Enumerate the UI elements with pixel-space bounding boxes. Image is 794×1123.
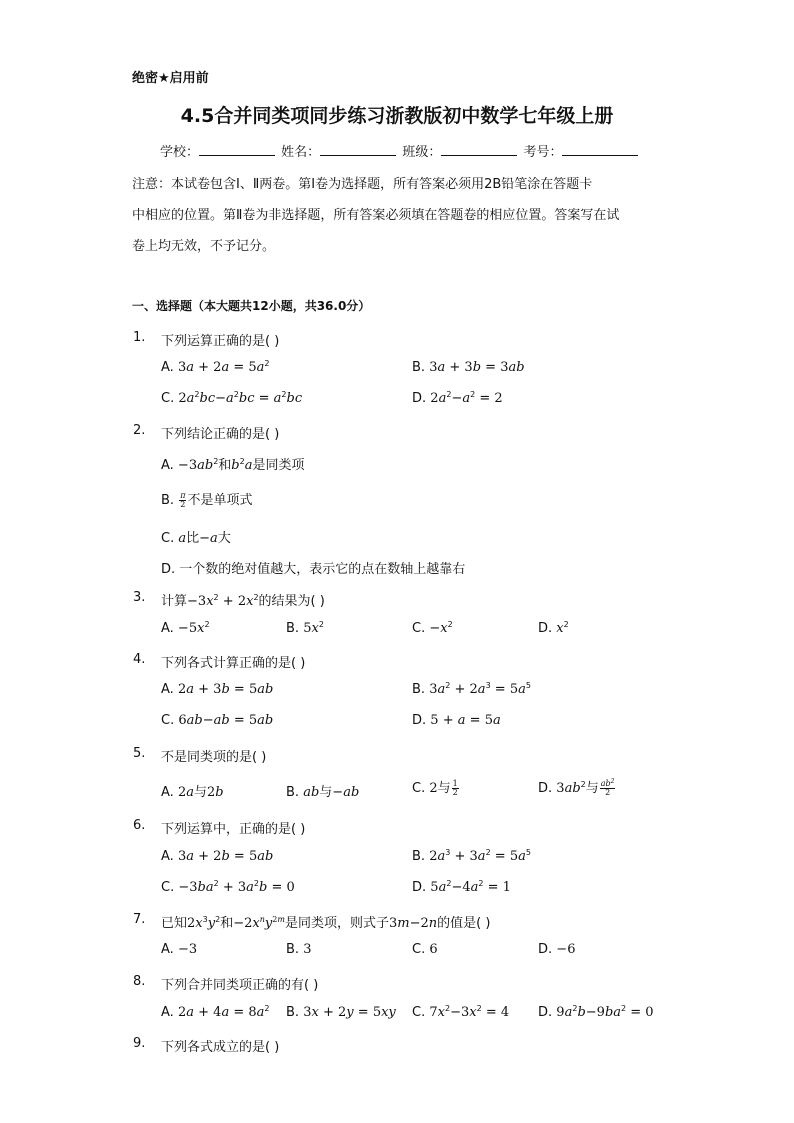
question-stem: 下列结论正确的是( ) <box>161 427 280 442</box>
name-label: 姓名： <box>281 145 321 160</box>
question-stem: 计算$-3x^2 + 2x^2$的结果为( ) <box>161 593 325 609</box>
question-number: 3. <box>133 590 146 605</box>
question-number: 8. <box>133 974 146 989</box>
option-7d[interactable]: D. −6 <box>538 942 576 957</box>
option-1a[interactable]: A. $3a + 2a = 5a^2$ <box>161 359 270 375</box>
option-6c[interactable]: C. $-3ba^2 + 3a^2b = 0$ <box>161 879 295 895</box>
exam-number-blank[interactable] <box>562 143 638 156</box>
question-stem: 已知$2x^3y^2$和$-2x^ny^{2m}$是同类项，则式子3m−2n的值是( ) <box>161 915 491 931</box>
option-5b[interactable]: B. ab与−ab <box>286 785 360 800</box>
question-stem: 下列运算正确的是( ) <box>161 334 280 349</box>
option-6d[interactable]: D. $5a^2-4a^2 = 1$ <box>412 879 511 895</box>
question-number: 1. <box>133 330 146 345</box>
option-7a[interactable]: A. −3 <box>161 942 198 957</box>
option-3a[interactable]: A. $-5x^2$ <box>161 620 210 636</box>
question-stem: 下列运算中，正确的是( ) <box>161 822 306 837</box>
student-info-line <box>160 141 640 160</box>
option-6b[interactable]: B. $2a^3 + 3a^2 = 5a^5$ <box>412 848 531 864</box>
option-1b[interactable]: B. 3a + 3b = 3ab <box>412 360 525 375</box>
page-title: 4.5合并同类项同步练习浙教版初中数学七年级上册 <box>180 105 614 127</box>
question-number: 9. <box>133 1036 146 1051</box>
section-title: 一、选择题（本大题共12小题，共36.0分） <box>132 299 371 313</box>
notice-line-1: 注意：本试卷包含Ⅰ、Ⅱ两卷。第Ⅰ卷为选择题，所有答案必须用2B铅笔涂在答题卡 <box>132 177 593 192</box>
option-8b[interactable]: B. 3x + 2y = 5xy <box>286 1005 396 1020</box>
question-number: 4. <box>133 652 146 667</box>
question-stem: 下列各式计算正确的是( ) <box>161 656 306 671</box>
question-number: 5. <box>133 746 146 761</box>
option-3d[interactable]: D. $x^2$ <box>538 620 569 636</box>
question-number: 7. <box>133 912 146 927</box>
option-2d[interactable]: D. 一个数的绝对值越大，表示它的点在数轴上越靠右 <box>161 562 466 577</box>
question-number: 6. <box>133 818 146 833</box>
option-3b[interactable]: B. $5x^2$ <box>286 620 324 636</box>
option-5c[interactable]: C. 2与 $\frac{1}{2}$ <box>412 779 458 797</box>
option-8c[interactable]: C. $7x^2-3x^2 = 4$ <box>412 1004 510 1020</box>
class-label: 班级： <box>402 145 442 160</box>
option-7b[interactable]: B. 3 <box>286 942 312 957</box>
option-4d[interactable]: D. 5 + a = 5a <box>412 713 501 728</box>
question-stem: 下列各式成立的是( ) <box>161 1040 280 1055</box>
option-3c[interactable]: C. $-x^2$ <box>412 620 453 636</box>
notice-line-3: 卷上均无效，不予记分。 <box>132 239 276 254</box>
class-blank[interactable] <box>441 143 517 156</box>
confidential-label: 绝密★启用前 <box>132 71 209 86</box>
exam-number-label: 考号： <box>523 145 563 160</box>
option-2c[interactable]: C. a比−a大 <box>161 531 231 546</box>
option-1c[interactable]: C. $2a^2bc-a^2bc = a^2bc$ <box>161 390 303 406</box>
option-5a[interactable]: A. 2a与2b <box>161 785 224 800</box>
option-7c[interactable]: C. 6 <box>412 942 438 957</box>
option-8d[interactable]: D. $9a^2b-9ba^2 = 0$ <box>538 1004 654 1020</box>
option-4a[interactable]: A. 2a + 3b = 5ab <box>161 682 274 697</box>
question-number: 2. <box>133 423 146 438</box>
option-2a[interactable]: A. $-3ab^2$和$b^2a$是同类项 <box>161 457 305 473</box>
option-1d[interactable]: D. $2a^2-a^2 = 2$ <box>412 390 503 406</box>
option-6a[interactable]: A. 3a + 2b = 5ab <box>161 849 274 864</box>
question-stem: 不是同类项的是( ) <box>161 750 267 765</box>
name-blank[interactable] <box>320 143 396 156</box>
option-4c[interactable]: C. 6ab−ab = 5ab <box>161 713 274 728</box>
option-5d[interactable]: D. $3ab^2$与 $\frac{ab^2}{2}$ <box>538 778 615 797</box>
option-4b[interactable]: B. $3a^2 + 2a^3 = 5a^5$ <box>412 681 531 697</box>
option-8a[interactable]: A. $2a + 4a = 8a^2$ <box>161 1004 270 1020</box>
school-label: 学校： <box>160 145 200 160</box>
question-stem: 下列合并同类项正确的有( ) <box>161 978 319 993</box>
option-2b[interactable]: B. $\frac{\pi}{2}$ 不是单项式 <box>161 491 253 509</box>
school-blank[interactable] <box>199 143 275 156</box>
notice-line-2: 中相应的位置。第Ⅱ卷为非选择题，所有答案必须填在答题卷的相应位置。答案写在试 <box>132 208 620 223</box>
